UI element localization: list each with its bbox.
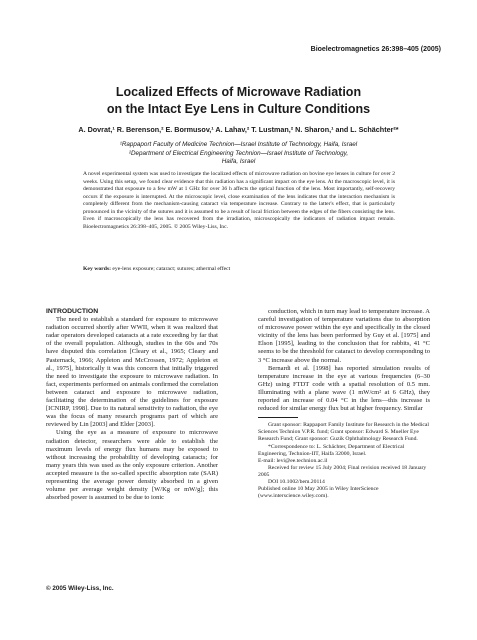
- title-line-2: on the Intact Eye Lens in Culture Conditions: [106, 102, 371, 116]
- email-text: E-mail: levi@ee.technion.ac.il: [258, 457, 328, 464]
- author-list: A. Dovrat,¹ R. Berenson,² E. Bormusov,¹ A. Lahav,² T. Lustman,² N. Sharon,¹ and L. Schächter²*: [78, 125, 399, 134]
- affiliation-3: Haifa, Israel: [221, 158, 256, 166]
- correspondence-footnote: [258, 444, 430, 465]
- correspondence-text: *Correspondence to: L. Schächter, Department of Electrical Engineering, Technion-IIT, Haifa 32000, Israel.: [258, 443, 405, 457]
- keywords-text: eye-lens exposure; cataract; sutures; athermal effect: [112, 266, 231, 272]
- title-line-1: Localized Effects of Microwave Radiation: [115, 85, 362, 99]
- grant-footnote: Grant sponsor: Rappaport Family Institute for Research in the Medical Sciences Technion V.P.R. fund; Grant sponsor: Edward S. Mueller Eye Research Fund; Grant sponsor: Guzik Ophthalmology Research Fund.: [258, 422, 429, 443]
- abstract: A novel experimental system was used to investigate the localized effects of microwave radiation on bovine eye lenses in culture for over 2 weeks. Using this setup, we found clear evidence that this radiation has a significant impact on the eye lens. At the macroscopic level, it is demonstrated that exposure to a few mW at 1 GHz for over 36 h affects the optical function of the lens. Most importantly, self-recovery occurs if the exposure is interrupted. At the microscopic level, close examination of the lens indicates that the interaction mechanism is completely different from the mechanism-causing cataract via temperature increase. Contrary to the latter's effect, that is particularly pronounced in the vicinity of the sutures and it is assumed to be a result of local friction between the edges of the fibers consisting the lens. Even if macroscopically the lens has recovered from the irradiation, microscopically the indicators of radiation impact remain. Bioelectromagnetics 26:398–405, 2005. © 2005 Wiley-Liss, Inc.: [83, 171, 395, 230]
- received-footnote: Received for review 15 July 2004; Final revision received 18 January 2005: [258, 464, 427, 478]
- right-paragraph-2: Bernardi et al. [1998] has reported simulation results of temperature increase in the eye at various frequencies (6–30 GHz) using FTDT code with a spatial resolution of 0.5 mm. Illuminating with a plane wave (1 mW/cm² at 6 GHz), they reported an increase of 0.04 °C in the lens—this increase is reduced for similar energy flux but at higher frequency. Similar: [258, 364, 430, 413]
- doi-text: DOI 10.1002/bem.20114: [268, 478, 325, 485]
- publication-footnote: [258, 479, 430, 500]
- paper-title: [0, 84, 477, 118]
- keywords-label: Key words:: [83, 266, 111, 272]
- published-text: Published online 10 May 2005 in Wiley InterScience (www.interscience.wiley.com).: [258, 486, 379, 500]
- journal-citation: Bioelectromagnetics 26:398–405 (2005): [310, 46, 441, 53]
- introduction-heading: INTRODUCTION: [46, 308, 99, 315]
- affiliation-1: ¹Rappaport Faculty of Medicine Technion—Israel Institute of Technology, Haifa, Israel: [119, 141, 358, 148]
- left-column: [46, 308, 218, 502]
- affiliations: [0, 141, 477, 167]
- copyright-notice: © 2005 Wiley-Liss, Inc.: [46, 585, 114, 592]
- keywords-line: [83, 266, 395, 272]
- right-paragraph-1: conduction, which in turn may lead to temperature increase. A careful investigation of temperature variations due to absorption of microwave power within the eye and specifically in the closed vicinity of the lens has been performed by Guy et al. [1975] and Elson [1995], leading to the conclusion that for rabbits, 41 °C seems to be the threshold for cataract to develop corresponding to 3 °C increase above the normal.: [258, 308, 430, 364]
- left-paragraph-1: The need to establish a standard for exposure to microwave radiation occurred shortly after WWII, when it was realized that radar operators developed cataracts at a rate exceeding by far that of the overall population. Although, studies in the 60s and 70s have disputed this correlation [Cleary et al., 1965; Cleary and Pasternack, 1966; Appleton and McCrossen, 1972; Appleton et al., 1975], historically it was this concern that initially triggered the need to investigate the exposure to microwave radiation. In fact, experiments performed on animals confirmed the correlation between cataract and exposure to microwave radiation, facilitating the determination of the guidelines for exposure [ICNIRP, 1998]. Due to its natural sensitivity to radiation, the eye was the focus of many research programs part of which are reviewed by Lin [2003] and Elder [2003].: [46, 316, 218, 429]
- affiliation-2: ²Department of Electrical Engineering Technion—Israel Institute of Technology,: [128, 149, 349, 157]
- left-paragraph-2: Using the eye as a measure of exposure to microwave radiation detector, researchers were able to establish the maximum levels of energy flux humans may be exposed to without increasing the probability of developing cataracts; for many years this was used as the only exposure criterion. Another accepted measure is the so-called specific absorption rate (SAR) representing the average power density absorbed in a given volume per average weight density [W/Kg or mW/g]; this absorbed power is assumed to be due to ionic: [46, 429, 218, 502]
- footnote-divider: [258, 417, 298, 418]
- right-column: [258, 308, 430, 500]
